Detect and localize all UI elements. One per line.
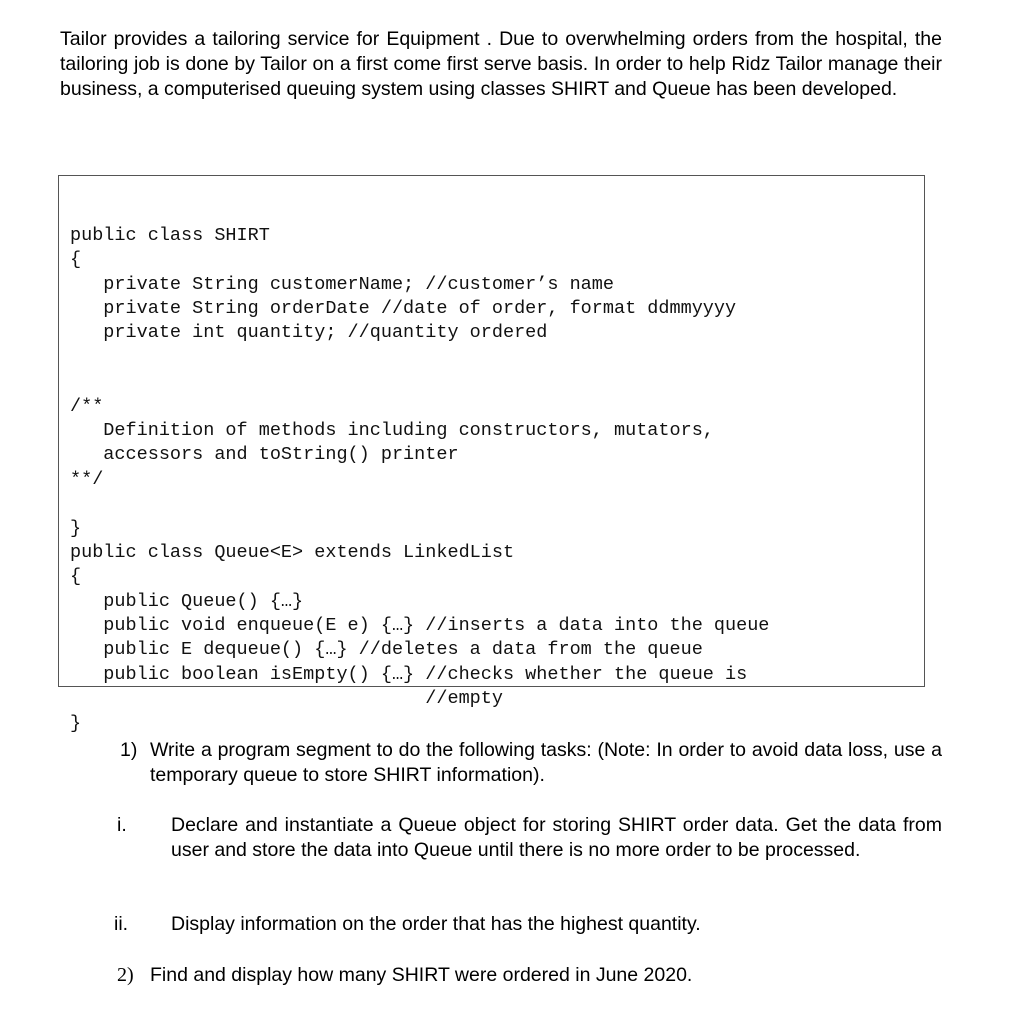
question-1-ii-text: Display information on the order that has the highest quantity. — [171, 913, 701, 935]
code-line: public void enqueue(E e) {…} //inserts a data into the queue — [70, 615, 770, 637]
code-line — [70, 492, 769, 516]
code-line — [70, 370, 769, 394]
code-line: { — [70, 249, 82, 271]
question-1-i-text: Declare and instantiate a Queue object for storing SHIRT order data. Get the data from user and store the data into Queue until there is no more order to be processed. — [171, 814, 942, 861]
code-line: Definition of methods including constructors, mutators, — [70, 419, 714, 441]
question-2-number: 2) — [117, 964, 134, 986]
code-block — [70, 175, 769, 760]
code-line: private String customerName; //customer’s name — [70, 273, 614, 295]
code-line: public boolean isEmpty() {…} //checks whether the queue is — [70, 663, 748, 685]
question-1-text: Write a program segment to do the following tasks: (Note: In order to avoid data loss, use a temporary queue to store SHIRT information). — [150, 739, 942, 786]
code-line: private String orderDate //date of order, format ddmmyyyy — [70, 297, 737, 319]
code-line: **/ — [70, 468, 104, 490]
code-line: public class Queue<E> extends LinkedList — [70, 541, 515, 563]
code-line: /** — [70, 395, 104, 417]
code-line: } — [70, 517, 82, 539]
code-line — [70, 346, 769, 370]
question-1-i-number: i. — [117, 814, 127, 836]
code-line: public class SHIRT — [70, 224, 270, 246]
code-line: } — [70, 712, 82, 734]
question-1-number: 1) — [120, 739, 138, 761]
code-line: public E dequeue() {…} //deletes a data from the queue — [70, 639, 703, 661]
code-line: //empty — [70, 688, 503, 710]
question-1-ii-number: ii. — [114, 913, 129, 935]
code-line: public Queue() {…} — [70, 590, 304, 612]
intro-paragraph: Tailor provides a tailoring service for Equipment . Due to overwhelming orders from the hospital, the tailoring job is done by Tailor on a first come first serve basis. In order to help Ridz Tailor manage their business, a computerised queuing system using classes SHIRT and Queue has been developed. — [60, 28, 942, 100]
code-line: accessors and toString() printer — [70, 444, 459, 466]
code-line: private int quantity; //quantity ordered — [70, 322, 548, 344]
question-2-text: Find and display how many SHIRT were ordered in June 2020. — [150, 964, 693, 986]
code-line: { — [70, 566, 82, 588]
